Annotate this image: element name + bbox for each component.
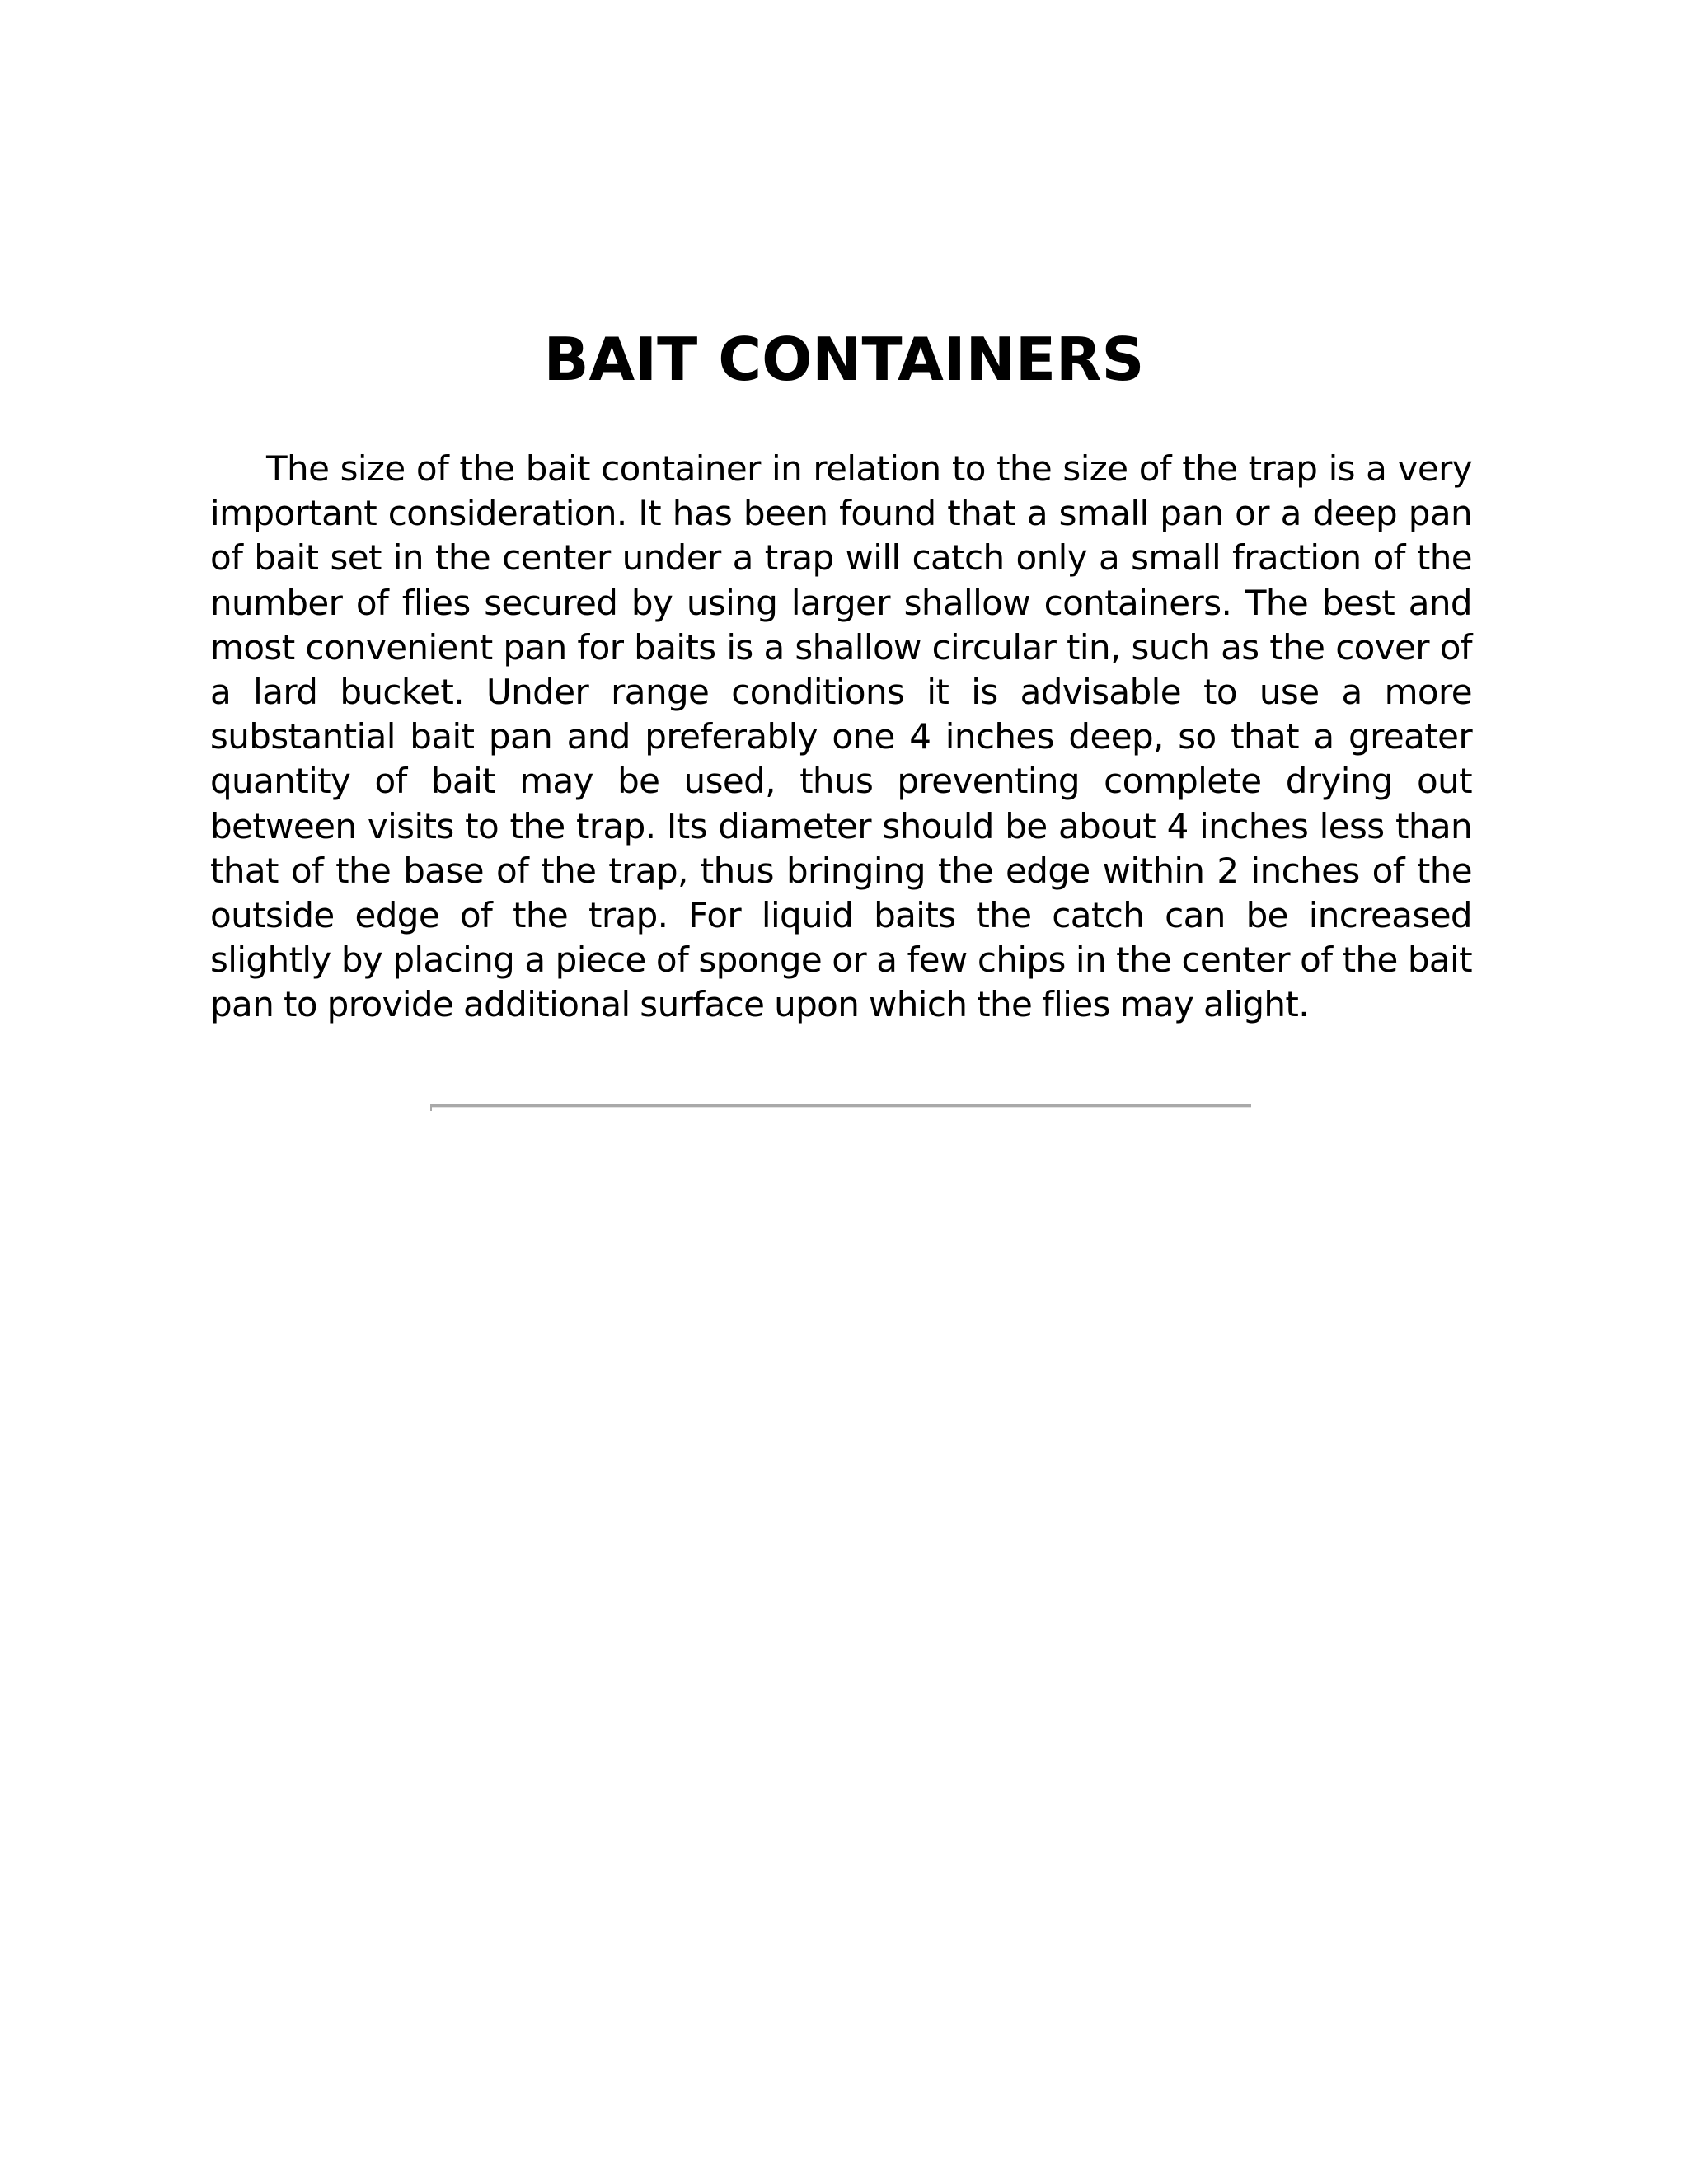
section-divider (430, 1104, 1251, 1108)
body-paragraph: The size of the bait container in relation to the size of the trap is a very important consideration. It has been found that a small pan or a deep pan of bait set in the center under a trap will catch only a small fraction of the number of flies secured by using larger shallow containers. The best and most convenient pan for baits is a shallow circular tin, such as the cover of a lard bucket. Under range conditions it is advisable to use a more substantial bait pan and preferably one 4 inches deep, so that a greater quantity of bait may be used, thus preventing complete drying out between visits to the trap. Its diameter should be about 4 inches less than that of the base of the trap, thus bringing the edge within 2 inches of the outside edge of the trap. For liquid baits the catch can be increased slightly by placing a piece of sponge or a few chips in the center of the bait pan to provide additional surface upon which the flies may alight. (210, 448, 1472, 1025)
page-title: BAIT CONTAINERS (543, 325, 1145, 394)
section-divider-tick (430, 1104, 432, 1111)
